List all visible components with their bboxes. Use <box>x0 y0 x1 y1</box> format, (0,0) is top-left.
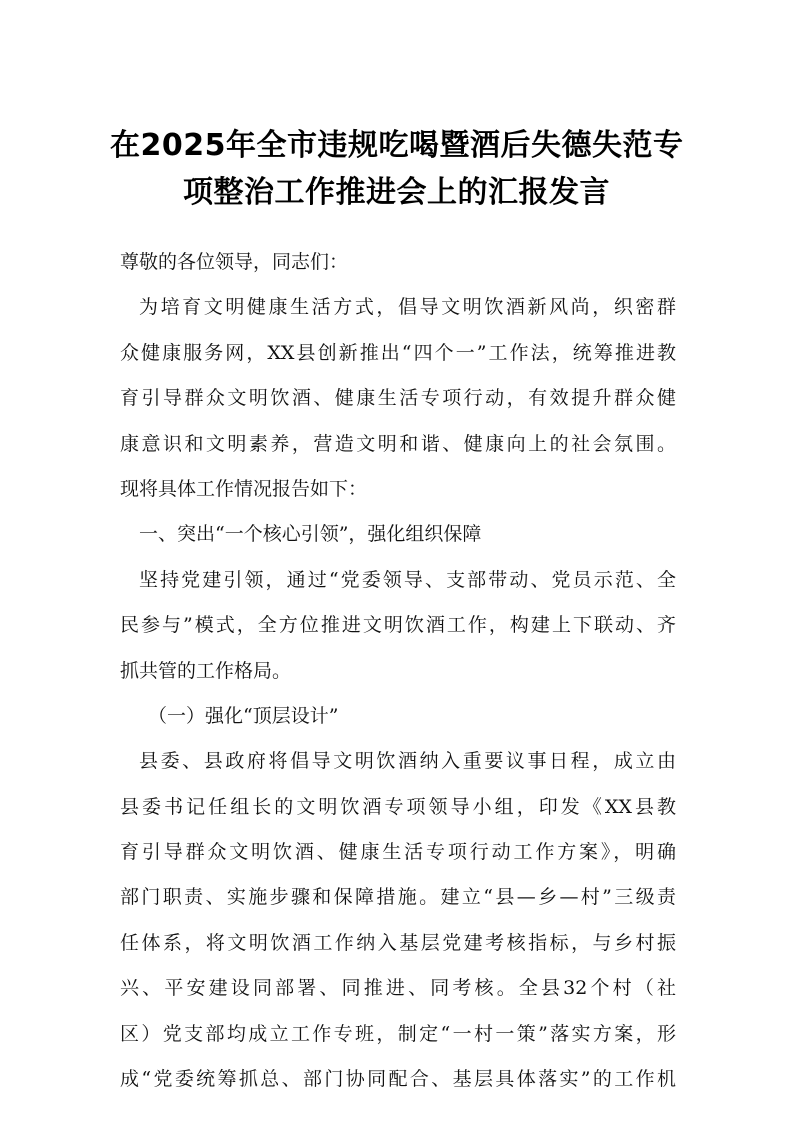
paragraph-line: 康意识和文明素养，营造文明和谐、健康向上的社会氛围。 <box>120 432 676 455</box>
paragraph-line: 县委书记任组长的文明饮酒专项领导小组，印发《XX县教 <box>120 795 676 818</box>
paragraph-line: 育引导群众文明饮酒、健康生活专项行动，有效提升群众健 <box>120 387 676 410</box>
paragraph-line: 为培育文明健康生活方式，倡导文明饮酒新风尚，织密群 <box>139 296 676 319</box>
paragraph-line: 众健康服务网，XX县创新推出“四个一”工作法，统筹推进教 <box>120 341 676 364</box>
paragraph-line: 任体系，将文明饮酒工作纳入基层党建考核指标，与乡村振 <box>120 931 676 954</box>
paragraph-line: 民参与”模式，全方位推进文明饮酒工作，构建上下联动、齐 <box>120 614 676 637</box>
paragraph-line: 县委、县政府将倡导文明饮酒纳入重要议事日程，成立由 <box>139 750 676 773</box>
document-title-line-1: 在2025年全市违规吃喝暨酒后失德失范专 <box>110 128 684 163</box>
section-heading: 一、突出“一个核心引领”，强化组织保障 <box>139 523 482 546</box>
subsection-heading: （一）强化“顶层设计” <box>148 704 339 727</box>
paragraph-line: 区）党支部均成立工作专班，制定“一村一策”落实方案，形 <box>120 1022 676 1045</box>
paragraph-line: 育引导群众文明饮酒、健康生活专项行动工作方案》，明确 <box>120 841 676 864</box>
document-body <box>120 240 676 1102</box>
paragraph-line: 成“党委统筹抓总、部门协同配合、基层具体落实”的工作机 <box>120 1068 676 1091</box>
salutation: 尊敬的各位领导，同志们： <box>120 251 349 273</box>
paragraph-line: 兴、平安建设同部署、同推进、同考核。全县32个村（社 <box>120 977 676 1000</box>
paragraph-line: 部门职责、实施步骤和保障措施。建立“县—乡—村”三级责 <box>120 886 676 909</box>
paragraph-line: 坚持党建引领，通过“党委领导、支部带动、党员示范、全 <box>139 568 676 591</box>
paragraph-line: 现将具体工作情况报告如下： <box>120 477 368 500</box>
document-title-line-2: 项整治工作推进会上的汇报发言 <box>183 175 610 210</box>
paragraph-line: 抓共管的工作格局。 <box>120 659 292 682</box>
